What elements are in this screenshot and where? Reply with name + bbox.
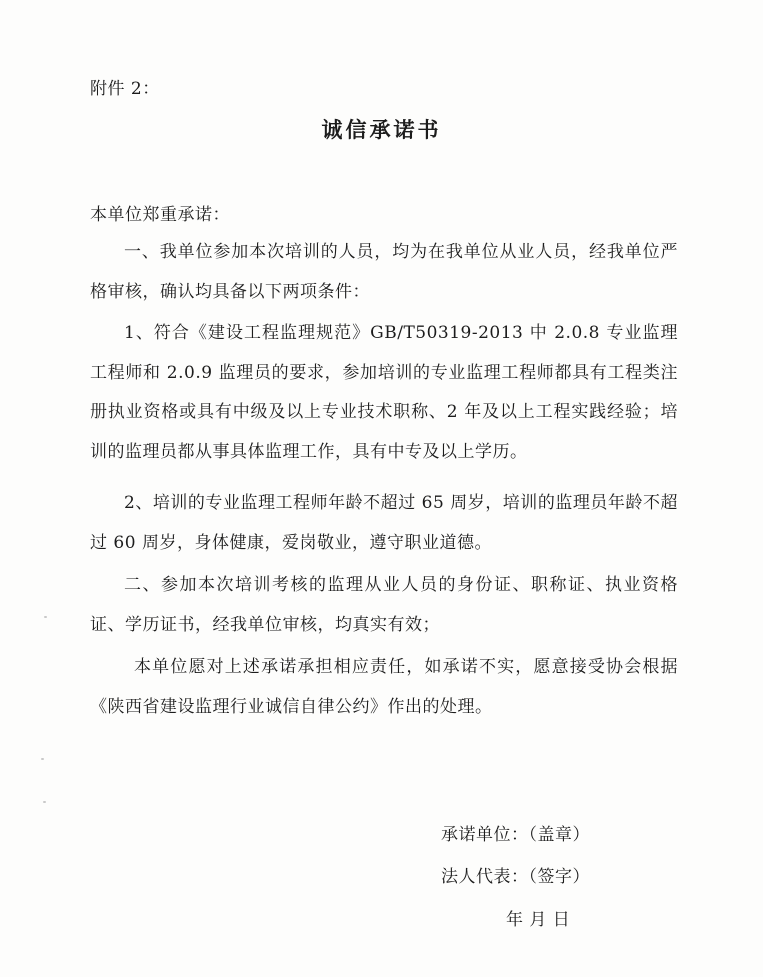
- greeting: 本单位郑重承诺：: [90, 205, 230, 225]
- paragraph-1: 一、我单位参加本次培训的人员，均为在我单位从业人员，经我单位严格审核，确认均具备以下两项条件：: [90, 242, 678, 302]
- paragraph-5: 本单位愿对上述承诺承担相应责任，如承诺不实，愿意接受协会根据《陕西省建设监理行业诚信自律公约》作出的处理。: [90, 657, 678, 717]
- scan-speck: [44, 616, 47, 618]
- scan-speck: [41, 758, 44, 760]
- signature-date: 年 月 日: [506, 910, 571, 930]
- paragraph-3: 2、培训的专业监理工程师年龄不超过 65 周岁，培训的监理员年龄不超过 60 周岁，身体健康，爱岗敬业，遵守职业道德。: [90, 493, 678, 553]
- signature-unit: 承诺单位：（盖章）: [441, 825, 590, 845]
- paragraph-4: 二、参加本次培训考核的监理从业人员的身份证、职称证、执业资格证、学历证书，经我单位审核，均真实有效；: [90, 575, 678, 635]
- paragraph-2: 1、符合《建设工程监理规范》GB/T50319-2013 中 2.0.8 专业监理工程师和 2.0.9 监理员的要求，参加培训的专业监理工程师都具有工程类注册执业资格或具有中级及以上专业技术职称、2 年及以上工程实践经验；培训的监理员都从事具体监理工作，具有中专及以上学历。: [90, 323, 678, 462]
- signature-legal-rep: 法人代表：（签字）: [441, 867, 590, 887]
- attachment-label: 附件 2：: [90, 79, 160, 99]
- scan-speck: [43, 801, 46, 803]
- document-title: 诚信承诺书: [321, 118, 442, 142]
